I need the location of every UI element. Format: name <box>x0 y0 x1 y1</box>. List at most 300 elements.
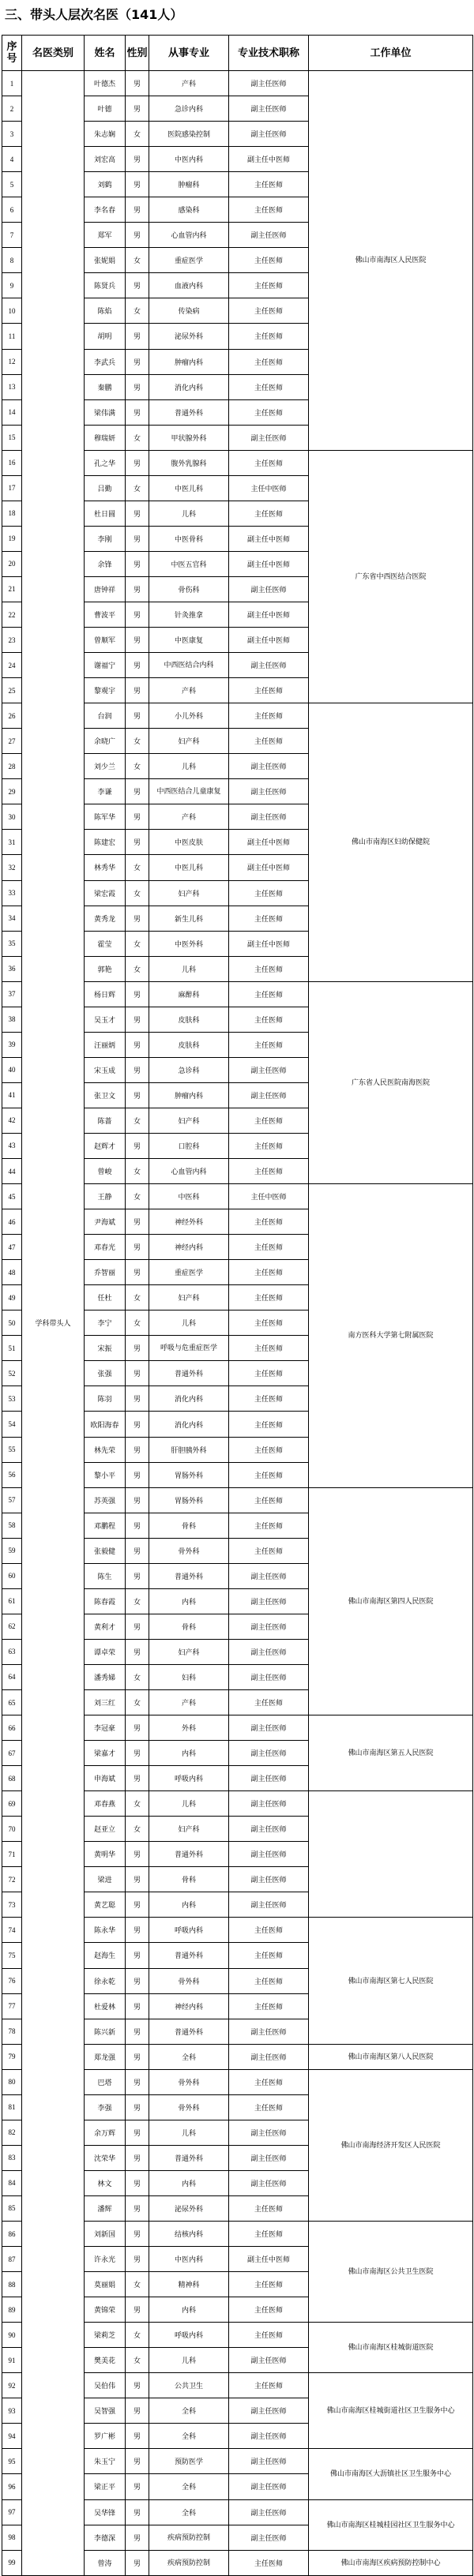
row-seq: 64 <box>2 1664 22 1689</box>
row-sex: 女 <box>126 298 149 324</box>
row-sex: 男 <box>126 273 149 298</box>
row-major: 肿瘤内科 <box>149 349 229 374</box>
row-sex: 男 <box>126 576 149 602</box>
header-unit: 工作单位 <box>309 36 473 71</box>
row-seq: 24 <box>2 653 22 678</box>
row-title: 副主任医师 <box>229 2525 309 2550</box>
row-name: 林秀华 <box>85 855 126 880</box>
row-sex: 女 <box>126 2348 149 2373</box>
row-seq: 79 <box>2 2044 22 2069</box>
row-title: 副主任中医师 <box>229 855 309 880</box>
row-sex: 男 <box>126 1715 149 1741</box>
row-major: 皮肤科 <box>149 1032 229 1057</box>
row-sex: 女 <box>126 1310 149 1336</box>
row-major: 全科 <box>149 2474 229 2499</box>
row-name: 黄明华 <box>85 1842 126 1867</box>
row-sex: 女 <box>126 248 149 273</box>
row-major: 肿瘤内科 <box>149 1082 229 1108</box>
row-sex: 男 <box>126 981 149 1007</box>
row-name: 林先荣 <box>85 1437 126 1462</box>
row-sex: 女 <box>126 1791 149 1817</box>
row-name: 邓春燕 <box>85 1791 126 1817</box>
row-seq: 20 <box>2 551 22 576</box>
row-sex: 男 <box>126 526 149 551</box>
row-name: 陈羽 <box>85 1386 126 1412</box>
row-seq: 69 <box>2 1791 22 1817</box>
row-name: 邓鹏程 <box>85 1513 126 1538</box>
row-sex: 女 <box>126 475 149 501</box>
row-sex: 男 <box>126 602 149 627</box>
row-seq: 86 <box>2 2221 22 2246</box>
row-seq: 73 <box>2 1892 22 1918</box>
row-title: 副主任医师 <box>229 2499 309 2525</box>
row-title: 副主任医师 <box>229 2474 309 2499</box>
row-title: 副主任医师 <box>229 1588 309 1614</box>
unit-cell: 广东省中西医结合医院 <box>309 450 473 703</box>
row-title: 副主任医师 <box>229 2398 309 2424</box>
row-seq: 67 <box>2 1741 22 1766</box>
row-seq: 51 <box>2 1336 22 1361</box>
row-seq: 77 <box>2 1993 22 2019</box>
row-name: 黄秀龙 <box>85 906 126 931</box>
row-name: 陈永华 <box>85 1918 126 1943</box>
row-title: 主任医师 <box>229 1133 309 1158</box>
row-name: 黄艺聪 <box>85 1892 126 1918</box>
row-title: 副主任医师 <box>229 1614 309 1639</box>
unit-cell: 佛山市南海区公共卫生医院 <box>309 2221 473 2322</box>
row-major: 神经内科 <box>149 1993 229 2019</box>
row-sex: 男 <box>126 501 149 526</box>
row-major: 重症医学 <box>149 248 229 273</box>
row-title: 主任医师 <box>229 1260 309 1285</box>
row-name: 巴塔 <box>85 2069 126 2094</box>
row-title: 主任医师 <box>229 1032 309 1057</box>
row-major: 外科 <box>149 1715 229 1741</box>
row-sex: 男 <box>126 1386 149 1412</box>
row-sex: 男 <box>126 96 149 122</box>
row-seq: 82 <box>2 2120 22 2145</box>
row-seq: 92 <box>2 2373 22 2398</box>
row-title: 副主任中医师 <box>229 526 309 551</box>
row-name: 黄利才 <box>85 1614 126 1639</box>
row-seq: 70 <box>2 1817 22 1842</box>
row-seq: 39 <box>2 1032 22 1057</box>
row-sex: 男 <box>126 2398 149 2424</box>
row-major: 妇产科 <box>149 1817 229 1842</box>
row-major: 公共卫生 <box>149 2373 229 2398</box>
row-title: 主任医师 <box>229 1437 309 1462</box>
row-major: 急诊内科 <box>149 96 229 122</box>
row-title: 副主任医师 <box>229 1715 309 1741</box>
row-title: 主任医师 <box>229 1361 309 1386</box>
row-sex: 女 <box>126 1285 149 1310</box>
row-sex: 男 <box>126 1235 149 1260</box>
row-major: 消化内科 <box>149 374 229 399</box>
row-sex: 女 <box>126 754 149 779</box>
row-title: 主任医师 <box>229 2094 309 2120</box>
row-seq: 36 <box>2 956 22 981</box>
row-seq: 56 <box>2 1462 22 1487</box>
row-title: 副主任医师 <box>229 779 309 804</box>
row-sex: 男 <box>126 1766 149 1791</box>
row-seq: 59 <box>2 1538 22 1563</box>
row-seq: 97 <box>2 2499 22 2525</box>
row-name: 罗广彬 <box>85 2424 126 2449</box>
row-name: 叶德杰 <box>85 71 126 96</box>
row-title: 副主任中医师 <box>229 628 309 653</box>
row-major: 产科 <box>149 804 229 830</box>
table-row <box>2 71 473 96</box>
row-name: 陈贤兵 <box>85 273 126 298</box>
row-title: 主任医师 <box>229 2221 309 2246</box>
header-major: 从事专业 <box>149 36 229 71</box>
header-row <box>2 36 473 71</box>
row-sex: 男 <box>126 1032 149 1057</box>
row-major: 神经内科 <box>149 1235 229 1260</box>
row-sex: 男 <box>126 1842 149 1867</box>
row-sex: 男 <box>126 2525 149 2550</box>
row-sex: 女 <box>126 1664 149 1689</box>
row-major: 普通外科 <box>149 2145 229 2170</box>
row-title: 副主任医师 <box>229 2044 309 2069</box>
row-name: 莫丽娟 <box>85 2272 126 2297</box>
row-name: 赵辉才 <box>85 1133 126 1158</box>
row-major: 产科 <box>149 1690 229 1715</box>
row-title: 主任医师 <box>229 1412 309 1437</box>
row-name: 樊美花 <box>85 2348 126 2373</box>
row-title: 主任医师 <box>229 1159 309 1184</box>
row-name: 叶德 <box>85 96 126 122</box>
row-title: 副主任医师 <box>229 1639 309 1664</box>
row-title: 主任医师 <box>229 450 309 475</box>
row-major: 骨外科 <box>149 2094 229 2120</box>
row-major: 中医康复 <box>149 628 229 653</box>
row-name: 吴华锋 <box>85 2499 126 2525</box>
row-name: 谢福宁 <box>85 653 126 678</box>
row-name: 刘鹤 <box>85 172 126 197</box>
row-sex: 男 <box>126 1563 149 1588</box>
row-name: 徐永乾 <box>85 1968 126 1993</box>
row-name: 张妮娟 <box>85 248 126 273</box>
row-major: 肿瘤科 <box>149 172 229 197</box>
row-seq: 57 <box>2 1487 22 1513</box>
row-sex: 男 <box>126 1487 149 1513</box>
row-seq: 42 <box>2 1108 22 1133</box>
row-major: 肝胆胰外科 <box>149 1437 229 1462</box>
row-title: 副主任医师 <box>229 1791 309 1817</box>
row-major: 内科 <box>149 2170 229 2195</box>
row-name: 许永光 <box>85 2247 126 2272</box>
row-major: 呼吸与危重症医学 <box>149 1336 229 1361</box>
row-major: 口腔科 <box>149 1133 229 1158</box>
row-name: 曹波平 <box>85 602 126 627</box>
row-major: 普通外科 <box>149 1563 229 1588</box>
row-seq: 54 <box>2 1412 22 1437</box>
row-major: 新生儿科 <box>149 906 229 931</box>
unit-cell: 佛山市南海区第七人民医院 <box>309 1918 473 2044</box>
row-seq: 5 <box>2 172 22 197</box>
row-name: 邓春光 <box>85 1235 126 1260</box>
row-sex: 男 <box>126 628 149 653</box>
row-name: 刘少兰 <box>85 754 126 779</box>
row-seq: 41 <box>2 1082 22 1108</box>
row-sex: 男 <box>126 374 149 399</box>
row-title: 主任医师 <box>229 172 309 197</box>
row-seq: 29 <box>2 779 22 804</box>
row-sex: 男 <box>126 399 149 425</box>
row-seq: 71 <box>2 1842 22 1867</box>
row-major: 普通外科 <box>149 1842 229 1867</box>
row-sex: 男 <box>126 1412 149 1437</box>
row-name: 陈春霞 <box>85 1588 126 1614</box>
row-name: 潘秀娣 <box>85 1664 126 1689</box>
row-sex: 男 <box>126 2120 149 2145</box>
row-major: 儿科 <box>149 1791 229 1817</box>
row-name: 王静 <box>85 1184 126 1209</box>
row-name: 霍莹 <box>85 931 126 956</box>
row-title: 主任医师 <box>229 2323 309 2348</box>
row-sex: 女 <box>126 931 149 956</box>
row-name: 梁嘉才 <box>85 1741 126 1766</box>
row-sex: 男 <box>126 1918 149 1943</box>
row-sex: 男 <box>126 1538 149 1563</box>
row-sex: 男 <box>126 2499 149 2525</box>
row-name: 陈生 <box>85 1563 126 1588</box>
row-major: 儿科 <box>149 754 229 779</box>
row-name: 张卫文 <box>85 1082 126 1108</box>
row-sex: 男 <box>126 223 149 248</box>
row-title: 主任医师 <box>229 1462 309 1487</box>
row-major: 骨科 <box>149 1867 229 1892</box>
row-sex: 男 <box>126 197 149 223</box>
row-seq: 61 <box>2 1588 22 1614</box>
row-major: 皮肤科 <box>149 1007 229 1032</box>
row-sex: 男 <box>126 147 149 172</box>
row-sex: 男 <box>126 1993 149 2019</box>
row-seq: 65 <box>2 1690 22 1715</box>
row-major: 神经外科 <box>149 1209 229 1235</box>
row-seq: 26 <box>2 703 22 729</box>
row-major: 泌尿外科 <box>149 2195 229 2221</box>
row-seq: 28 <box>2 754 22 779</box>
row-major: 妇产科 <box>149 729 229 754</box>
row-major: 胃肠外科 <box>149 1487 229 1513</box>
row-sex: 男 <box>126 1057 149 1082</box>
row-title: 主任医师 <box>229 248 309 273</box>
header-seq: 序号 <box>2 36 22 71</box>
row-title: 主任医师 <box>229 1209 309 1235</box>
row-title: 副主任中医师 <box>229 931 309 956</box>
row-major: 普通外科 <box>149 1943 229 1968</box>
row-major: 血液内科 <box>149 273 229 298</box>
row-sex: 男 <box>126 71 149 96</box>
row-major: 疾病预防控制 <box>149 2525 229 2550</box>
row-title: 主任医师 <box>229 906 309 931</box>
row-name: 沈荣华 <box>85 2145 126 2170</box>
row-sex: 女 <box>126 729 149 754</box>
row-sex: 男 <box>126 450 149 475</box>
row-seq: 84 <box>2 2170 22 2195</box>
row-name: 曾顺军 <box>85 628 126 653</box>
row-seq: 72 <box>2 1867 22 1892</box>
row-name: 唐钟祥 <box>85 576 126 602</box>
row-title: 主任医师 <box>229 1487 309 1513</box>
row-major: 中医儿科 <box>149 855 229 880</box>
row-title: 副主任医师 <box>229 2449 309 2474</box>
row-seq: 96 <box>2 2474 22 2499</box>
row-major: 儿科 <box>149 956 229 981</box>
row-major: 呼吸内科 <box>149 1918 229 1943</box>
row-major: 内科 <box>149 1588 229 1614</box>
row-title: 主任医师 <box>229 1285 309 1310</box>
category-cell: 学科带头人 <box>22 71 85 2576</box>
row-sex: 男 <box>126 1082 149 1108</box>
row-name: 黎小平 <box>85 1462 126 1487</box>
row-name: 李冠豪 <box>85 1715 126 1741</box>
row-name: 刘新国 <box>85 2221 126 2246</box>
row-title: 主任医师 <box>229 501 309 526</box>
row-sex: 女 <box>126 122 149 147</box>
row-sex: 女 <box>126 956 149 981</box>
row-title: 主任医师 <box>229 1007 309 1032</box>
row-title: 副主任中医师 <box>229 2247 309 2272</box>
row-seq: 34 <box>2 906 22 931</box>
row-name: 苏英强 <box>85 1487 126 1513</box>
row-title: 主任医师 <box>229 703 309 729</box>
row-title: 主任医师 <box>229 880 309 906</box>
row-seq: 3 <box>2 122 22 147</box>
row-name: 曾峻 <box>85 1159 126 1184</box>
row-seq: 11 <box>2 324 22 349</box>
row-name: 申海斌 <box>85 1766 126 1791</box>
row-major: 传染病 <box>149 298 229 324</box>
row-title: 主任医师 <box>229 374 309 399</box>
row-title: 副主任中医师 <box>229 830 309 855</box>
row-sex: 女 <box>126 855 149 880</box>
row-sex: 男 <box>126 2373 149 2398</box>
row-seq: 60 <box>2 1563 22 1588</box>
row-name: 陈兴新 <box>85 2019 126 2044</box>
row-major: 中医科 <box>149 1184 229 1209</box>
row-sex: 男 <box>126 2195 149 2221</box>
row-sex: 男 <box>126 1437 149 1462</box>
row-seq: 16 <box>2 450 22 475</box>
row-major: 泌尿外科 <box>149 324 229 349</box>
row-seq: 1 <box>2 71 22 96</box>
row-title: 主任医师 <box>229 273 309 298</box>
row-name: 陈建宏 <box>85 830 126 855</box>
row-major: 骨外科 <box>149 2069 229 2094</box>
row-sex: 男 <box>126 2449 149 2474</box>
row-title: 主任医师 <box>229 1386 309 1412</box>
row-major: 中医皮肤 <box>149 830 229 855</box>
row-major: 骨伤科 <box>149 576 229 602</box>
row-major: 普通外科 <box>149 1361 229 1386</box>
row-name: 尹海斌 <box>85 1209 126 1235</box>
row-seq: 46 <box>2 1209 22 1235</box>
row-title: 主任中医师 <box>229 475 309 501</box>
row-title: 主任医师 <box>229 2069 309 2094</box>
row-sex: 男 <box>126 1007 149 1032</box>
unit-cell: 佛山市南海区妇幼保健院 <box>309 703 473 982</box>
row-major: 内科 <box>149 1741 229 1766</box>
row-name: 刘三红 <box>85 1690 126 1715</box>
row-sex: 男 <box>126 2474 149 2499</box>
row-name: 李谦 <box>85 779 126 804</box>
row-title: 主任医师 <box>229 298 309 324</box>
row-major: 麻醉科 <box>149 981 229 1007</box>
unit-cell: 佛山市南海区桂城桂园社区卫生服务中心 <box>309 2499 473 2550</box>
row-title: 主任医师 <box>229 2297 309 2323</box>
row-major: 预防医学 <box>149 2449 229 2474</box>
row-name: 梁正平 <box>85 2474 126 2499</box>
row-title: 副主任医师 <box>229 96 309 122</box>
row-major: 中医五官科 <box>149 551 229 576</box>
row-major: 中医儿科 <box>149 475 229 501</box>
row-title: 主任医师 <box>229 349 309 374</box>
row-sex: 男 <box>126 1462 149 1487</box>
row-sex: 女 <box>126 425 149 450</box>
row-major: 儿科 <box>149 2120 229 2145</box>
row-title: 主任医师 <box>229 1943 309 1968</box>
row-seq: 25 <box>2 678 22 703</box>
row-major: 普通外科 <box>149 399 229 425</box>
row-sex: 男 <box>126 1639 149 1664</box>
row-name: 黄锦荣 <box>85 2297 126 2323</box>
row-title: 副主任医师 <box>229 1082 309 1108</box>
row-sex: 女 <box>126 2323 149 2348</box>
row-name: 孔之华 <box>85 450 126 475</box>
row-name: 陈焰 <box>85 298 126 324</box>
row-seq: 81 <box>2 2094 22 2120</box>
row-seq: 98 <box>2 2525 22 2550</box>
row-name: 梁进 <box>85 1867 126 1892</box>
row-title: 主任医师 <box>229 1993 309 2019</box>
row-name: 杨日辉 <box>85 981 126 1007</box>
row-seq: 9 <box>2 273 22 298</box>
row-major: 全科 <box>149 2499 229 2525</box>
row-seq: 95 <box>2 2449 22 2474</box>
row-seq: 37 <box>2 981 22 1007</box>
row-name: 余晓广 <box>85 729 126 754</box>
row-sex: 女 <box>126 1108 149 1133</box>
row-title: 主任医师 <box>229 1690 309 1715</box>
row-title: 主任医师 <box>229 2272 309 2297</box>
row-seq: 76 <box>2 1968 22 1993</box>
row-title: 主任医师 <box>229 2550 309 2575</box>
row-seq: 31 <box>2 830 22 855</box>
unit-cell: 佛山市南海区大沥镇社区卫生服务中心 <box>309 2449 473 2499</box>
row-name: 朱玉宁 <box>85 2449 126 2474</box>
row-major: 妇产科 <box>149 1285 229 1310</box>
row-major: 骨外科 <box>149 1538 229 1563</box>
row-name: 乔智丽 <box>85 1260 126 1285</box>
row-title: 副主任医师 <box>229 1057 309 1082</box>
unit-cell: 佛山市南海区第四人民医院 <box>309 1487 473 1715</box>
row-name: 林文 <box>85 2170 126 2195</box>
row-name: 余万辉 <box>85 2120 126 2145</box>
row-sex: 男 <box>126 653 149 678</box>
row-seq: 58 <box>2 1513 22 1538</box>
row-name: 李名春 <box>85 197 126 223</box>
header-title: 专业技术职称 <box>229 36 309 71</box>
row-sex: 男 <box>126 779 149 804</box>
row-seq: 27 <box>2 729 22 754</box>
row-name: 台润 <box>85 703 126 729</box>
row-sex: 男 <box>126 1209 149 1235</box>
row-title: 主任医师 <box>229 1513 309 1538</box>
row-major: 内科 <box>149 1892 229 1918</box>
